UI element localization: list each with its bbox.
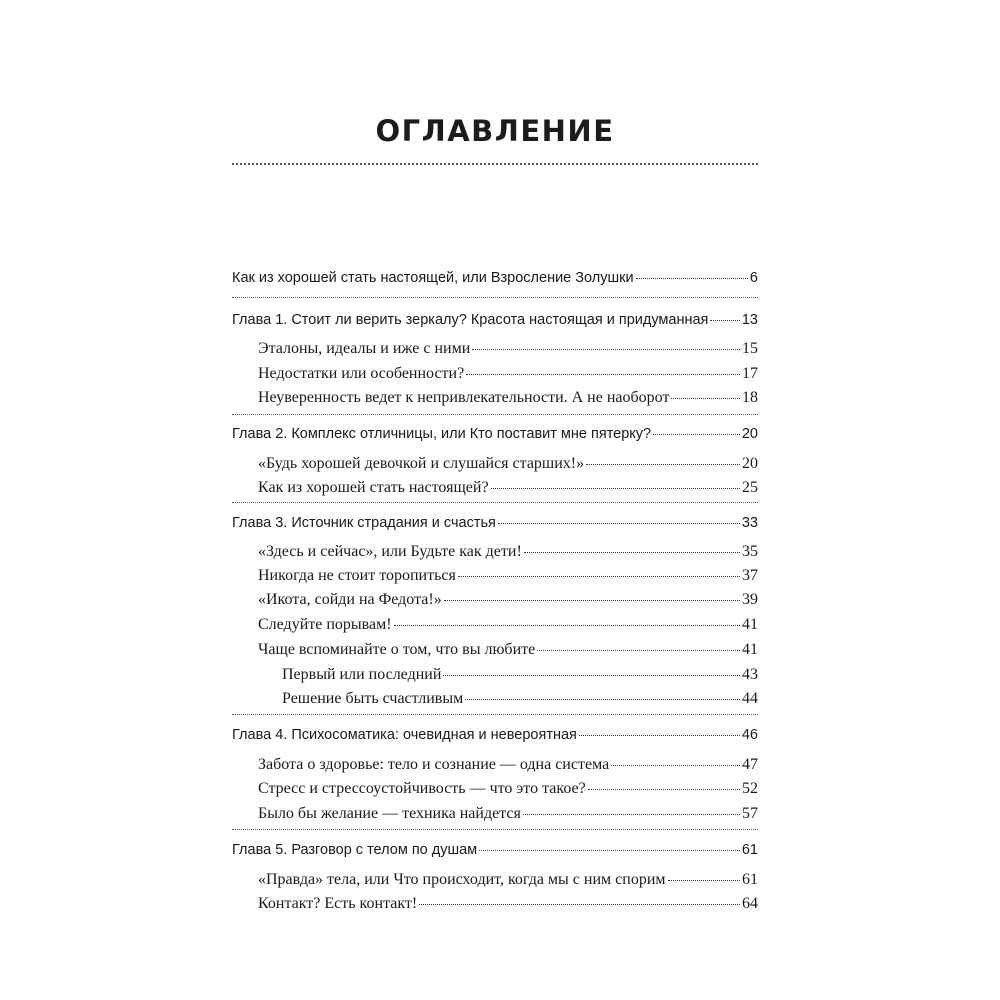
toc-page-number: 46 — [741, 727, 758, 743]
dot-leader — [636, 278, 748, 279]
toc-page-number: 37 — [742, 567, 758, 584]
toc-page-number: 41 — [742, 616, 758, 633]
toc-entry-title: «Икота, сойди на Федота!» — [258, 591, 442, 608]
toc-page-number: 35 — [742, 543, 758, 560]
dot-leader — [579, 735, 740, 736]
toc-page-number: 17 — [742, 365, 758, 382]
toc-entry-title: Глава 2. Комплекс отличницы, или Кто поставит мне пятерку? — [232, 426, 652, 442]
dot-leader — [491, 488, 740, 489]
toc-section-entry[interactable] — [232, 479, 758, 503]
toc-section-entry[interactable] — [232, 543, 758, 567]
title-divider — [232, 163, 758, 165]
dot-leader — [537, 650, 740, 651]
toc-entry-title: Чаще вспоминайте о том, что вы любите — [258, 641, 536, 658]
dot-leader — [458, 576, 740, 577]
toc-page-number: 33 — [741, 515, 758, 531]
toc-page-number: 41 — [742, 641, 758, 658]
dot-leader — [479, 850, 740, 851]
toc-page-number: 39 — [742, 591, 758, 608]
toc-entry-title: Глава 3. Источник страдания и счастья — [232, 515, 496, 531]
toc-section-entry[interactable] — [232, 340, 758, 364]
dot-leader — [444, 600, 740, 601]
dot-leader — [710, 320, 739, 321]
toc-section-entry[interactable] — [232, 591, 758, 615]
toc-page-number: 61 — [741, 842, 758, 858]
dot-leader — [523, 814, 740, 815]
toc-section-entry[interactable] — [232, 616, 758, 640]
toc-section-entry[interactable] — [232, 455, 758, 479]
toc-section-entry[interactable] — [232, 365, 758, 389]
toc-page-number: 52 — [742, 780, 758, 797]
toc-entry-title: Как из хорошей стать настоящей? — [258, 479, 489, 496]
toc-chapter-entry[interactable] — [232, 515, 758, 539]
dot-leader — [671, 398, 740, 399]
toc-entry-title: Глава 5. Разговор с телом по душам — [232, 842, 478, 858]
toc-entry-title: Неуверенность ведет к непривлекательности. А не наоборот — [258, 389, 670, 406]
toc-entry-title: Как из хорошей стать настоящей, или Взросление Золушки — [232, 270, 634, 286]
toc-section-entry[interactable] — [232, 780, 758, 804]
toc-chapter-entry[interactable] — [232, 312, 758, 336]
toc-page-number: 57 — [742, 805, 758, 822]
toc-page-number: 43 — [742, 666, 758, 683]
toc-page-number: 6 — [749, 270, 758, 286]
toc-page — [232, 0, 758, 1000]
toc-chapter-entry[interactable] — [232, 270, 758, 294]
toc-entry-title: «Будь хорошей девочкой и слушайся старших!» — [258, 455, 585, 472]
dot-leader — [419, 904, 740, 905]
toc-entry-title: «Правда» тела, или Что происходит, когда мы с ним спорим — [258, 871, 666, 888]
toc-entry-title: Решение быть счастливым — [282, 690, 464, 707]
toc-entry-title: Недостатки или особенности? — [258, 365, 465, 382]
toc-page-number: 20 — [741, 426, 758, 442]
dot-leader — [588, 789, 740, 790]
toc-page-number: 64 — [742, 895, 758, 912]
toc-entry-title: Глава 4. Психосоматика: очевидная и невероятная — [232, 727, 577, 743]
section-divider — [232, 829, 758, 830]
toc-section-entry[interactable] — [232, 641, 758, 665]
toc-page-number: 20 — [742, 455, 758, 472]
toc-page-number: 13 — [741, 312, 758, 328]
toc-subsection-entry[interactable] — [232, 666, 758, 690]
toc-section-entry[interactable] — [232, 871, 758, 895]
toc-entry-title: Стресс и стрессоустойчивость — что это такое? — [258, 780, 586, 797]
dot-leader — [394, 625, 740, 626]
section-divider — [232, 714, 758, 715]
toc-section-entry[interactable] — [232, 567, 758, 591]
toc-entry-title: Следуйте порывам! — [258, 616, 392, 633]
toc-entry-title: Забота о здоровье: тело и сознание — одна система — [258, 756, 610, 773]
toc-page-number: 25 — [742, 479, 758, 496]
toc-entry-title: «Здесь и сейчас», или Будьте как дети! — [258, 543, 522, 560]
toc-section-entry[interactable] — [232, 389, 758, 413]
toc-page-number: 15 — [742, 340, 758, 357]
page-title: ОГЛАВЛЕНИЕ — [375, 114, 615, 148]
dot-leader — [466, 374, 740, 375]
toc-entry-title: Никогда не стоит торопиться — [258, 567, 456, 584]
toc-entry-title: Контакт? Есть контакт! — [258, 895, 418, 912]
toc-entry-title: Эталоны, идеалы и иже с ними — [258, 340, 471, 357]
toc-section-entry[interactable] — [232, 805, 758, 829]
toc-page-number: 61 — [742, 871, 758, 888]
dot-leader — [611, 765, 740, 766]
dot-leader — [498, 523, 740, 524]
section-divider — [232, 297, 758, 298]
section-divider — [232, 414, 758, 415]
toc-chapter-entry[interactable] — [232, 842, 758, 866]
toc-section-entry[interactable] — [232, 895, 758, 919]
toc-page-number: 18 — [742, 389, 758, 406]
toc-subsection-entry[interactable] — [232, 690, 758, 714]
dot-leader — [668, 880, 740, 881]
toc-chapter-entry[interactable] — [232, 727, 758, 751]
toc-page-number: 44 — [742, 690, 758, 707]
toc-entry-title: Первый или последний — [282, 666, 442, 683]
toc-section-entry[interactable] — [232, 756, 758, 780]
dot-leader — [472, 349, 740, 350]
dot-leader — [586, 464, 740, 465]
dot-leader — [465, 699, 740, 700]
toc-page-number: 47 — [742, 756, 758, 773]
dot-leader — [443, 675, 740, 676]
toc-entry-title: Глава 1. Стоит ли верить зеркалу? Красота настоящая и придуманная — [232, 312, 709, 328]
toc-chapter-entry[interactable] — [232, 426, 758, 450]
dot-leader — [524, 552, 740, 553]
toc-entry-title: Было бы желание — техника найдется — [258, 805, 521, 822]
dot-leader — [653, 434, 740, 435]
